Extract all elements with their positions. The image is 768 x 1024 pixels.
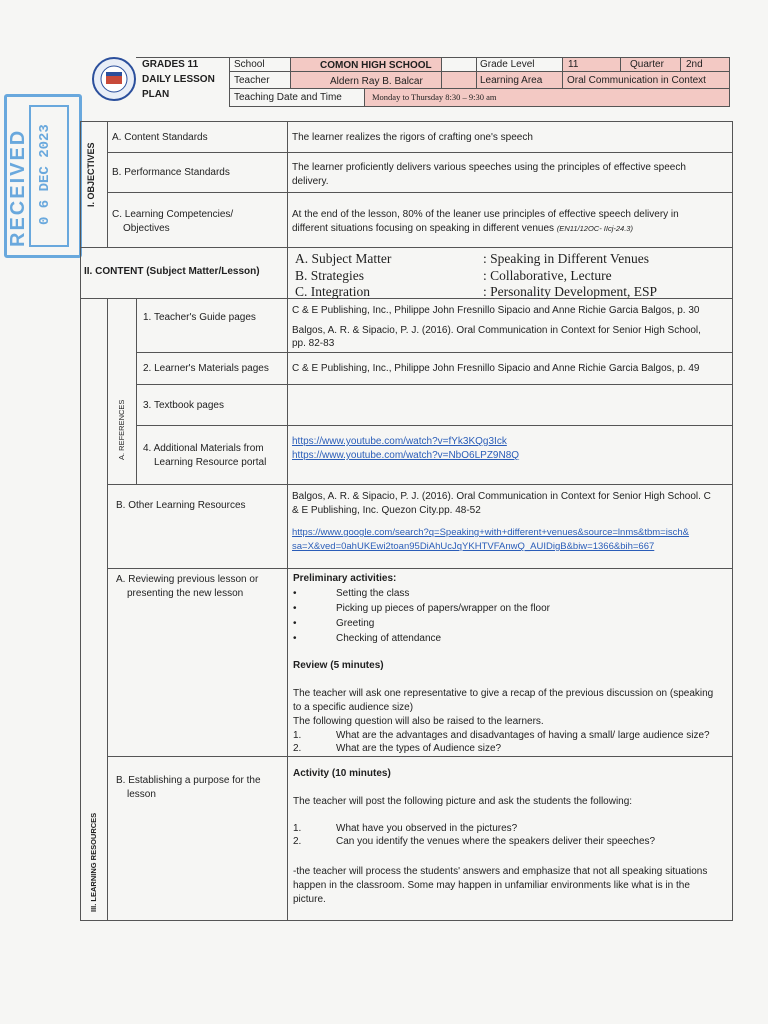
activity-title: Activity (10 minutes) bbox=[293, 768, 391, 779]
review-questions-list bbox=[293, 729, 728, 755]
list-item bbox=[293, 835, 728, 848]
reviewing-label-line1: A. Reviewing previous lesson or bbox=[116, 574, 259, 585]
learners-materials-value: C & E Publishing, Inc., Philippe John Fresnillo Sipacio and Anne Richie Garcia Balgos, p. 49 bbox=[292, 363, 700, 374]
received-stamp bbox=[4, 94, 82, 258]
teacher-label: Teacher bbox=[234, 75, 270, 86]
content-keys bbox=[295, 251, 391, 301]
stamp-date: 0 6 DEC 2023 bbox=[37, 124, 53, 225]
integration-value: : Personality Development, ESP bbox=[483, 284, 657, 299]
learners-materials-label: 2. Learner's Materials pages bbox=[143, 363, 269, 374]
school-label: School bbox=[234, 59, 265, 70]
question-text: What are the advantages and disadvantages of having a small/ large audience size? bbox=[336, 730, 710, 741]
teachers-guide-value-line1: C & E Publishing, Inc., Philippe John Fresnillo Sipacio and Anne Richie Garcia Balgos, p. 30 bbox=[292, 305, 700, 316]
review-title: Review (5 minutes) bbox=[293, 660, 384, 671]
activity-closing-line1: -the teacher will process the students' answers and emphasize that not all speaking situations bbox=[293, 866, 708, 877]
question-number: 2. bbox=[293, 836, 302, 847]
content-standards-value: The learner realizes the rigors of crafting one's speech bbox=[292, 132, 533, 143]
quarter-value: 2nd bbox=[686, 59, 703, 70]
preliminary-activities-list bbox=[293, 587, 723, 645]
learning-competencies-label-line2: Objectives bbox=[123, 223, 170, 234]
question-number: 1. bbox=[293, 823, 302, 834]
additional-materials-label-line1: 4. Additional Materials from bbox=[143, 443, 264, 454]
other-resources-value-line1: Balgos, A. R. & Sipacio, P. J. (2016). Oral Communication in Context for Senior High School. C bbox=[292, 491, 711, 502]
strategies-key: B. Strategies bbox=[295, 267, 364, 283]
learning-resources-section-label: III. LEARNING RESOURCES bbox=[89, 812, 98, 912]
learning-area-value: Oral Communication in Context bbox=[567, 75, 706, 86]
question-number: 1. bbox=[293, 730, 302, 741]
youtube-link-1[interactable]: https://www.youtube.com/watch?v=fYk3KQg3Ick bbox=[292, 436, 507, 447]
stamp-received: RECEIVED bbox=[7, 128, 29, 247]
list-item: • Checking of attendance bbox=[293, 632, 723, 645]
content-label: II. CONTENT (Subject Matter/Lesson) bbox=[84, 266, 260, 277]
youtube-link-2[interactable]: https://www.youtube.com/watch?v=NbO6LPZ9N8Q bbox=[292, 450, 520, 461]
list-item: • Greeting bbox=[293, 617, 723, 630]
learning-competencies-value-line2 bbox=[292, 222, 633, 235]
dll-title-line2: PLAN bbox=[142, 89, 170, 100]
establishing-label-line1: B. Establishing a purpose for the bbox=[116, 775, 261, 786]
subject-matter-key: A. Subject Matter bbox=[295, 251, 392, 266]
question-text: Can you identify the venues where the speakers deliver their speeches? bbox=[336, 836, 656, 847]
quarter-label: Quarter bbox=[630, 59, 664, 70]
list-item: • Picking up pieces of papers/wrapper on the floor bbox=[293, 602, 723, 615]
grade-level-label: Grade Level bbox=[480, 59, 535, 70]
teacher-value: Aldern Ray B. Balcar bbox=[330, 76, 423, 87]
google-images-link-line2[interactable]: sa=X&ved=0ahUKEwi2toan95DiAhUcJqYKHTVFAnwQ_AUIDigB&biw=1366&bih=667 bbox=[292, 541, 655, 552]
integration-key: C. Integration bbox=[295, 284, 370, 299]
activity-closing-line2: happen in the classroom. Some may happen in unfamiliar environments like what is in the bbox=[293, 880, 690, 891]
performance-standards-value-line2: delivery. bbox=[292, 176, 329, 187]
other-resources-label: B. Other Learning Resources bbox=[116, 500, 246, 511]
review-text-line2: to a specific audience size) bbox=[293, 702, 414, 713]
performance-standards-label: B. Performance Standards bbox=[112, 167, 230, 178]
teachers-guide-value-line3: pp. 82-83 bbox=[292, 338, 335, 349]
subject-matter-value: : Speaking in Different Venues bbox=[483, 251, 649, 266]
activity-closing-line3: picture. bbox=[293, 894, 326, 905]
teachers-guide-value-line2: Balgos, A. R. & Sipacio, P. J. (2016). Oral Communication in Context for Senior High School, bbox=[292, 325, 701, 336]
content-standards-label: A. Content Standards bbox=[112, 132, 208, 143]
preliminary-activities-title: Preliminary activities: bbox=[293, 573, 397, 584]
list-item: • Setting the class bbox=[293, 587, 723, 600]
references-section-label: A. REFERENCES bbox=[117, 399, 126, 460]
list-item bbox=[293, 742, 728, 755]
date-label: Teaching Date and Time bbox=[234, 92, 342, 103]
teachers-guide-label: 1. Teacher's Guide pages bbox=[143, 312, 256, 323]
grades-title: GRADES 11 bbox=[142, 59, 199, 70]
learning-competencies-text: different situations focusing on speaking in different venues bbox=[292, 223, 555, 234]
learning-competencies-value-line1: At the end of the lesson, 80% of the leaner use principles of effective speech delivery in bbox=[292, 209, 679, 220]
strategies-value: : Collaborative, Lecture bbox=[483, 267, 612, 283]
grade-level-value: 11 bbox=[568, 59, 579, 70]
question-number: 2. bbox=[293, 743, 302, 754]
content-values bbox=[483, 251, 657, 301]
google-images-link-line1[interactable]: https://www.google.com/search?q=Speaking+with+different+venues&source=lnms&tbm=isch& bbox=[292, 527, 689, 538]
reviewing-label-line2: presenting the new lesson bbox=[127, 588, 244, 599]
question-text: What are the types of Audience size? bbox=[336, 743, 502, 754]
review-text-line3: The following question will also be raised to the learners. bbox=[293, 716, 544, 727]
objectives-section-label: I. OBJECTIVES bbox=[86, 142, 96, 207]
additional-materials-label-line2: Learning Resource portal bbox=[154, 457, 267, 468]
performance-standards-value-line1: The learner proficiently delivers various speeches using the principles of effective speech bbox=[292, 162, 686, 173]
list-item bbox=[293, 729, 728, 742]
question-text: What have you observed in the pictures? bbox=[336, 823, 518, 834]
learning-area-label: Learning Area bbox=[480, 75, 543, 86]
activity-intro: The teacher will post the following picture and ask the students the following: bbox=[293, 796, 633, 807]
dll-title-line1: DAILY LESSON bbox=[142, 74, 215, 85]
textbook-pages-label: 3. Textbook pages bbox=[143, 400, 224, 411]
list-item bbox=[293, 822, 728, 835]
establishing-label-line2: lesson bbox=[127, 789, 156, 800]
other-resources-value-line2: & E Publishing, Inc. Quezon City.pp. 48-52 bbox=[292, 505, 481, 516]
deped-seal-icon bbox=[91, 56, 137, 102]
activity-questions-list bbox=[293, 822, 728, 848]
school-value: COMON HIGH SCHOOL bbox=[320, 60, 432, 71]
date-value: Monday to Thursday 8:30 – 9:30 am bbox=[372, 92, 497, 102]
competency-code: (EN11/12OC- IIcj-24.3) bbox=[556, 224, 633, 233]
learning-competencies-label-line1: C. Learning Competencies/ bbox=[112, 209, 234, 220]
review-text-line1: The teacher will ask one representative to give a recap of the previous discussion on (speaking bbox=[293, 688, 714, 699]
